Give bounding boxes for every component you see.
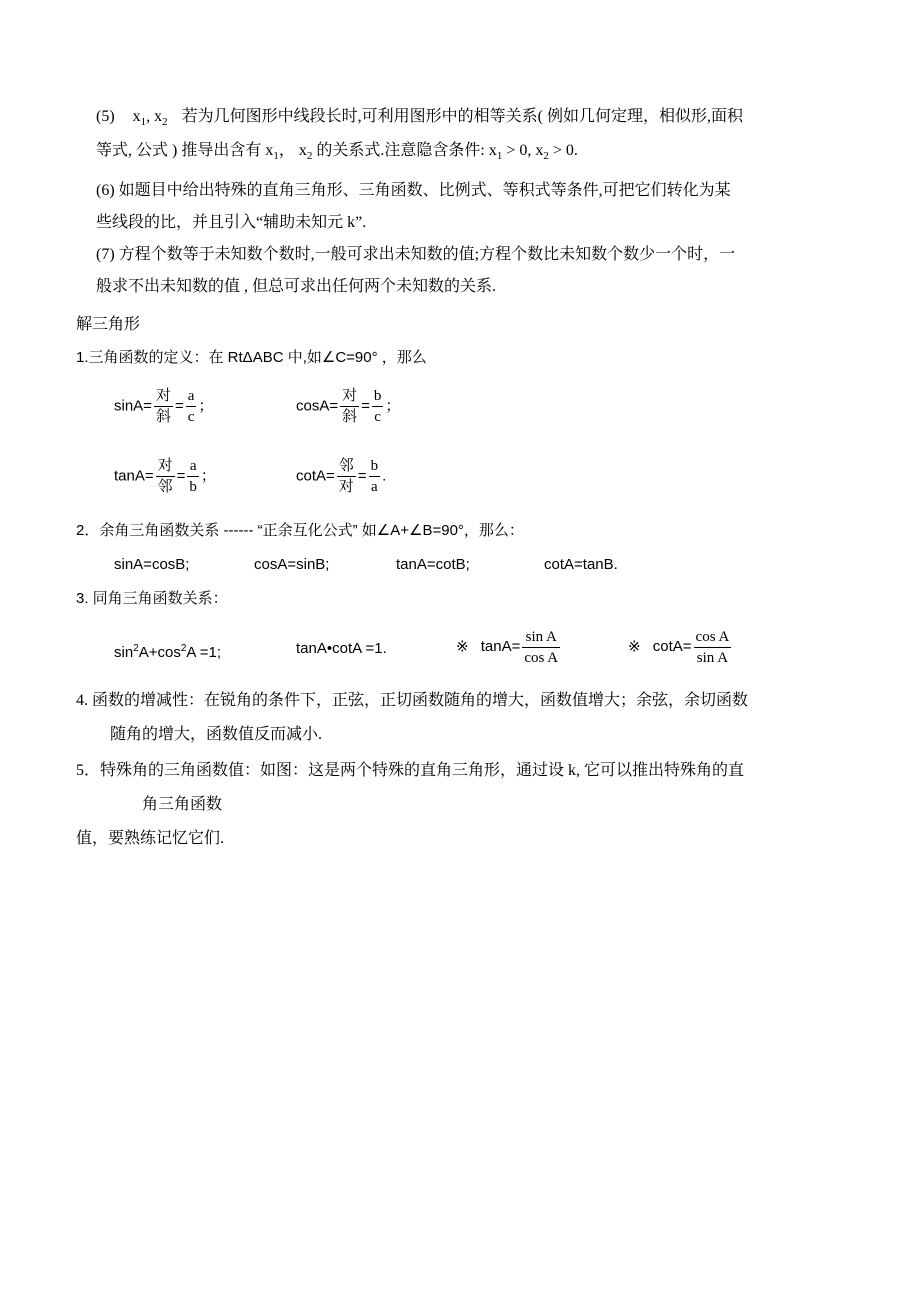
denominator: 邻: [157, 478, 173, 495]
reference-mark: ※: [628, 638, 641, 656]
subscript: 1: [496, 150, 503, 162]
numerator: 对: [340, 386, 359, 407]
special-angles-line-2: 角三角函数: [142, 796, 223, 813]
text: A =1;: [186, 644, 222, 661]
special-angles-line-1: 5．特殊角的三角函数值：如图：这是两个特殊的直角三角形，通过设 k, 它可以推出特殊角的直: [76, 762, 745, 779]
cos-definition: [296, 386, 400, 427]
monotonicity-line-2: 随角的增大，函数值反而减小.: [110, 726, 323, 743]
denominator: 对: [338, 478, 354, 495]
same-angle-title: 3. 同角三角函数关系：: [76, 590, 228, 607]
sin-label: sinA=: [114, 397, 152, 415]
equals: =: [174, 397, 184, 415]
superscript: 2: [133, 643, 139, 654]
fraction: [154, 386, 173, 427]
numerator: 邻: [337, 456, 356, 477]
special-angles-line-3: 值，要熟练记忆它们.: [76, 830, 225, 847]
denominator: sin A: [696, 650, 729, 666]
numerator: 对: [156, 456, 175, 477]
denominator: a: [370, 479, 378, 495]
cofunction-formula-4: cotA=tanB.: [544, 556, 618, 573]
subscript: 2: [306, 150, 313, 162]
item-5-text: 等式, 公式 ) 推导出含有: [96, 142, 266, 159]
fraction: [156, 456, 175, 497]
subscript: 1: [140, 116, 147, 128]
var-x1: x: [265, 142, 274, 159]
numerator: a: [186, 386, 197, 407]
numerator: sin A: [522, 627, 560, 648]
fraction: [340, 386, 359, 427]
reciprocal-identity: tanA•cotA =1.: [296, 640, 387, 657]
punctuation: .: [382, 467, 387, 485]
punctuation: ；: [385, 397, 401, 415]
punctuation: ；: [200, 467, 216, 485]
subscript: 2: [543, 150, 549, 162]
equals: =: [176, 467, 186, 485]
var-x2: x: [154, 108, 163, 125]
comma: ,: [146, 108, 151, 125]
punctuation: ；: [198, 397, 214, 415]
tan-label: tanA=: [480, 638, 521, 656]
numerator: 对: [154, 386, 173, 407]
tan-label: tanA=: [114, 467, 154, 485]
condition-text: > 0.: [548, 142, 578, 159]
item-5-line-2: [96, 140, 578, 167]
tan-quotient-identity: [456, 627, 562, 668]
definition-title: 1.三角函数的定义：在 RtΔABC 中,如∠C=90° ，那么: [76, 349, 427, 366]
equals: =: [357, 467, 367, 485]
item-5-line-1: [96, 106, 743, 133]
comma: ，: [278, 142, 295, 159]
numerator: cos A: [694, 627, 732, 648]
fraction: [522, 627, 560, 668]
fraction: [187, 456, 199, 497]
var-x1: x: [488, 142, 497, 159]
cofunction-formula-2: cosA=sinB;: [254, 556, 330, 573]
pythagorean-identity: [114, 638, 221, 664]
denominator: 斜: [155, 408, 171, 425]
fraction: [372, 386, 384, 427]
item-7-line-1: (7) 方程个数等于未知数个数时,一般可求出未知数的值;方程个数比未知数个数少一个时，一: [96, 246, 736, 263]
var-x2: x: [298, 142, 307, 159]
item-6-line-2: 些线段的比，并且引入“辅助未知元 k”.: [96, 214, 367, 231]
denominator: b: [189, 479, 197, 495]
reference-mark: ※: [456, 638, 469, 656]
cofunction-title: 2．余角三角函数关系 ------ “正余互化公式” 如∠A+∠B=90°，那么：: [76, 522, 524, 539]
denominator: 斜: [342, 408, 358, 425]
var-x2: x: [535, 142, 544, 159]
cos-label: cosA=: [296, 397, 339, 415]
item-number: (5): [96, 108, 115, 125]
item-6-line-1: (6) 如题目中给出特殊的直角三角形、三角函数、比例式、等积式等条件,可把它们转化为某: [96, 182, 731, 199]
monotonicity-line-1: 4. 函数的增减性：在锐角的条件下，正弦，正切函数随角的增大，函数值增大；余弦，余切函数: [76, 692, 749, 709]
cot-label: cotA=: [652, 638, 692, 656]
numerator: b: [372, 386, 384, 407]
cot-label: cotA=: [296, 467, 335, 485]
sin-definition: [114, 386, 213, 427]
cot-definition: [296, 456, 386, 497]
denominator: cos A: [524, 650, 559, 666]
subscript: 2: [162, 116, 168, 128]
item-7-line-2: 般求不出未知数的值 , 但总可求出任何两个未知数的关系.: [96, 278, 497, 295]
text: A+cos: [138, 644, 181, 661]
fraction: [186, 386, 197, 427]
condition-text: > 0,: [502, 142, 536, 159]
fraction: [369, 456, 381, 497]
subscript: 1: [273, 150, 279, 162]
cofunction-formula-1: sinA=cosB;: [114, 556, 190, 573]
cofunction-formula-3: tanA=cotB;: [396, 556, 470, 573]
item-5-text: 的关系式.注意隐含条件:: [316, 142, 489, 159]
cot-quotient-identity: [628, 627, 733, 668]
numerator: b: [369, 456, 381, 477]
var-x1: x: [132, 108, 141, 125]
superscript: 2: [180, 643, 187, 654]
fraction: [337, 456, 356, 497]
fraction: [694, 627, 732, 668]
text: sin: [114, 644, 134, 661]
section-title: 解三角形: [76, 316, 141, 333]
item-5-text: 若为几何图形中线段长时,可利用图形中的相等关系( 例如几何定理，相似形,面积: [181, 108, 743, 125]
denominator: c: [187, 409, 195, 425]
tan-definition: [114, 456, 216, 497]
equals: =: [361, 397, 370, 415]
denominator: c: [374, 409, 381, 425]
numerator: a: [187, 456, 199, 477]
